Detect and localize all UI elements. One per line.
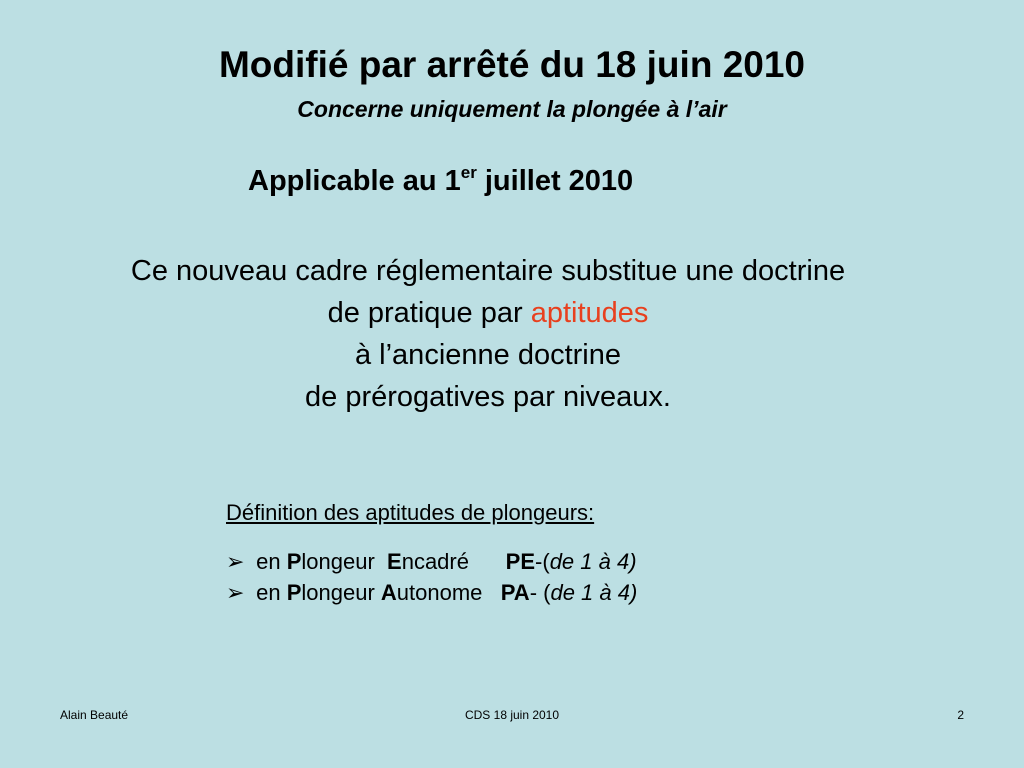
bullet-sep: - ( [529, 580, 551, 605]
list-item [226, 577, 637, 608]
body-line-2-text: de pratique par [327, 297, 531, 329]
bullet-initial: E [387, 549, 402, 574]
bullet-code: PE [505, 549, 536, 574]
bullet-gap [482, 580, 500, 605]
applicable-superscript: er [460, 163, 477, 182]
bullet-sep: -( [535, 549, 550, 574]
arrow-bullet-icon: ➢ [226, 549, 245, 574]
bullet-prefix: en [250, 580, 287, 605]
footer-event: CDS 18 juin 2010 [464, 708, 560, 722]
definition-list [226, 546, 637, 608]
bullet-word: ncadré [401, 549, 469, 574]
arrow-bullet-icon: ➢ [226, 580, 245, 605]
bullet-longeur: longeur [301, 549, 388, 574]
bullet-initial: A [380, 580, 397, 605]
body-line-3: à l’ancienne doctrine [354, 339, 621, 371]
bullet-initial-p: P [286, 549, 302, 574]
body-line-4: de prérogatives par niveaux. [305, 381, 671, 413]
applicable-rest: juillet 2010 [476, 165, 634, 197]
bullet-range: de 1 à 4) [550, 580, 638, 605]
bullet-gap [469, 549, 506, 574]
bullet-prefix: en [250, 549, 287, 574]
definition-title: Définition des aptitudes de plongeurs: [226, 500, 595, 525]
bullet-code: PA [500, 580, 530, 605]
body-paragraph [0, 250, 976, 418]
footer-page-number: 2 [957, 708, 964, 722]
bullet-longeur: longeur [301, 580, 381, 605]
body-line-1: Ce nouveau cadre réglementaire substitue une doctrine [130, 255, 846, 287]
applicable-date [248, 165, 633, 198]
bullet-word: utonome [396, 580, 483, 605]
bullet-initial-p: P [286, 580, 302, 605]
bullet-range: de 1 à 4) [549, 549, 637, 574]
aptitudes-highlight: aptitudes [530, 297, 649, 329]
footer-author: Alain Beauté [60, 708, 129, 722]
list-item [226, 546, 637, 577]
body-line-2 [0, 292, 976, 334]
applicable-text: Applicable au 1 [248, 165, 461, 197]
slide-title: Modifié par arrêté du 18 juin 2010 [218, 44, 806, 85]
slide-subtitle: Concerne uniquement la plongée à l’air [297, 96, 727, 122]
